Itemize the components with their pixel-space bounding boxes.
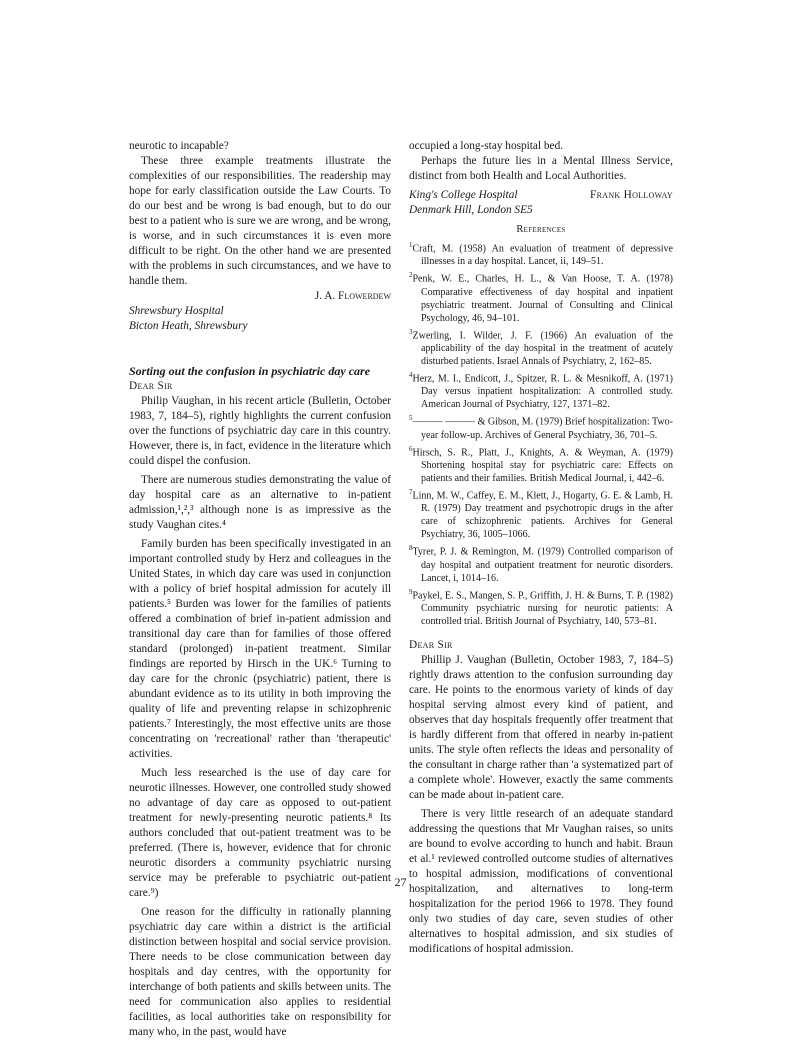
signature: Frank Holloway [590,189,673,201]
reference-text: Zwerling, I. Wilder, J. F. (1966) An evaluation of the applicability of the day hospital in the treatment of acutely disturbed patients. Israel Annals of Psychiatry, 2, 162–85. [412,329,673,367]
reference-item [409,412,673,441]
reference-text: Tyrer, P. J. & Remington, M. (1979) Controlled comparison of day hospital and outpatient treatment for neurotic disorders. Lancet, i, 1014–16. [412,546,673,584]
address-line: Bicton Heath, Shrewsbury [129,320,248,332]
reference-item [409,443,673,485]
reference-number: 3 [409,327,413,336]
signature-block [409,188,673,218]
paragraph: Phillip J. Vaughan (Bulletin, October 1983, 7, 184–5) rightly draws attention to the confusion surrounding day care. He points to the enormous variety of kinds of day hospital serving almost every kind of patient, and observes that day hospitals frequently offer treatment that is hardly different from that offered in nearby in-patient units. The style often reflects the ideas and personality of the consultant in charge rather than 'a systematized part of a complete whole'. However, exactly the same comments can be made about in-patient care. [409,653,673,801]
reference-number: 2 [409,271,413,280]
section-title: Sorting out the confusion in psychiatric day care [129,364,371,378]
paragraph: There are numerous studies demonstrating the value of day hospital care as an alternative to in-patient admission,¹,²,³ although none is as impressive as the study Vaughan cites.⁴ [129,474,391,531]
reference-number: 5 [409,414,413,423]
continuation-text: occupied a long-stay hospital bed. [409,140,564,152]
reference-item [409,369,673,411]
page-number: 27 [394,875,407,889]
reference-item [409,586,673,628]
signature: J. A. Flowerdew [314,290,391,302]
paragraph: Philip Vaughan, in his recent article (Bulletin, October 1983, 7, 184–5), rightly highlights the current confusion over the functions of psychiatric day care in this country. However, there is, in fact, evidence in the literature which could dispel the confusion. [129,395,391,467]
reference-text: ——— ——— & Gibson, M. (1979) Brief hospitalization: Two-year follow-up. Archives of General Psychiatry, 36, 701–5. [412,416,673,441]
reference-text: Herz, M. I., Endicott, J., Spitzer, R. L. & Mesnikoff, A. (1971) Day versus inpatient hospitalization: A controlled study. American Journal of Psychiatry, 127, 1371–82. [412,373,673,411]
address-line: King's College Hospital [409,189,518,201]
reference-item [409,326,673,368]
continuation-text: neurotic to incapable? [129,140,229,152]
address-line: Denmark Hill, London SE5 [409,204,533,216]
reference-text: Penk, W. E., Charles, H. L., & Van Hoose, T. A. (1978) Comparative effectiveness of day hospital and inpatient psychiatric treatment. Journal of Consulting and Clinical Psychology, 46, 94–101. [412,273,673,324]
reference-text: Paykel, E. S., Mangen, S. P., Griffith, J. H. & Burns, T. P. (1982) Community psychiatric nursing for neurotic patients: A controlled trial. British Journal of Psychiatry, 140, 573–81. [412,589,673,627]
salutation: Dear Sir [409,638,453,651]
references-heading: References [516,224,566,235]
paragraph: One reason for the difficulty in rationally planning psychiatric day care within a district is the artificial distinction between hospital and social service provision. There needs to be close communication between day hospitals and day centres, with the opportunity for interchange of both patients and skills between units. The need for communication also applies to residential facilities, as local authorities take on responsibility for many who, in the past, would have [129,906,391,1038]
reference-number: 7 [409,487,413,496]
reference-number: 4 [409,370,413,379]
reference-item [409,269,673,324]
reference-number: 6 [409,444,413,453]
reference-number: 9 [409,587,413,596]
reference-text: Hirsch, S. R., Platt, J., Knights, A. & Weyman, A. (1979) Shortening hospital stay for psychiatric care: Effects on patients and their families. British Medical Journal, i, 442–6. [412,446,673,484]
salutation: Dear Sir [129,380,173,392]
reference-number: 8 [409,544,413,553]
paragraph: Much less researched is the use of day care for neurotic illnesses. However, one controlled study showed no advantage of day care as opposed to out-patient treatment for newly-presenting neurotic patients.⁸ Its authors concluded that out-patient treatment was to be preferred. (There is, however, evidence that for chronic neurotic disorders a community psychiatric nursing service may be preferable to psychiatric out-patient care.⁹) [129,767,391,899]
reference-number: 1 [409,241,413,249]
reference-list [409,239,673,628]
right-column [409,139,673,957]
reference-text: Linn, M. W., Caffey, E. M., Klett, J., Hogarty, G. E. & Lamb, H. R. (1979) Day treatment and psychotropic drugs in the after care of schizophrenic patients. Archives for General Psychiatry, 36, 1005–1066. [412,490,673,541]
paragraph: There is very little research of an adequate standard addressing the questions that Mr Vaughan raises, so units are bound to evolve according to hunch and habit. Braun et al.¹ reviewed controlled outcome studies of alternatives to hospital admission, modifications of conventional hospitalization, and alternatives to long-term hospitalization for the period 1966 to 1978. They found only two studies of day care, seven studies of other alternatives to hospital admission, and six studies of modifications of hospital admission. [409,807,673,955]
address-line: Shrewsbury Hospital [129,305,224,317]
reference-item [409,486,673,541]
paragraph: Family burden has been specifically investigated in an important controlled study by Herz and colleagues in the United States, in which day care was used in conjunction with a policy of brief hospital admission for acutely ill patients.⁵ Burden was lower for the families of patients offered a combination of brief in-patient admission and transitional day care than for families of those offered standard (prolonged) in-patient treatment. Similar findings are reported by Hirsch in the UK.⁶ Turning to day care for the chronic (psychiatric) patient, there is abundant evidence as to its utility in both improving the quality of life and preventing relapse in schizophrenic patients.⁷ Interestingly, the most effective units are those concentrating on 'recreational' rather than 'therapeutic' activities. [129,538,391,760]
reference-item [409,542,673,584]
left-column [129,139,391,1040]
paragraph: These three example treatments illustrate the complexities of our responsibilities. The readership may hope for early classification outside the Law Courts. To do our best and be wrong is bad enough, but to do our best to a patient who is sure we are wrong, and be wrong, is worse, and in such circumstances it is even more difficult to be right. On the other hand we are presented with the problems in such circumstances, and we have to handle them. [129,155,391,287]
paragraph: Perhaps the future lies in a Mental Illness Service, distinct from both Health and Local Authorities. [409,155,673,182]
reference-text: Craft, M. (1958) An evaluation of treatment of depressive illnesses in a day hospital. Lancet, ii, 149–51. [412,243,673,268]
reference-item [409,239,673,268]
